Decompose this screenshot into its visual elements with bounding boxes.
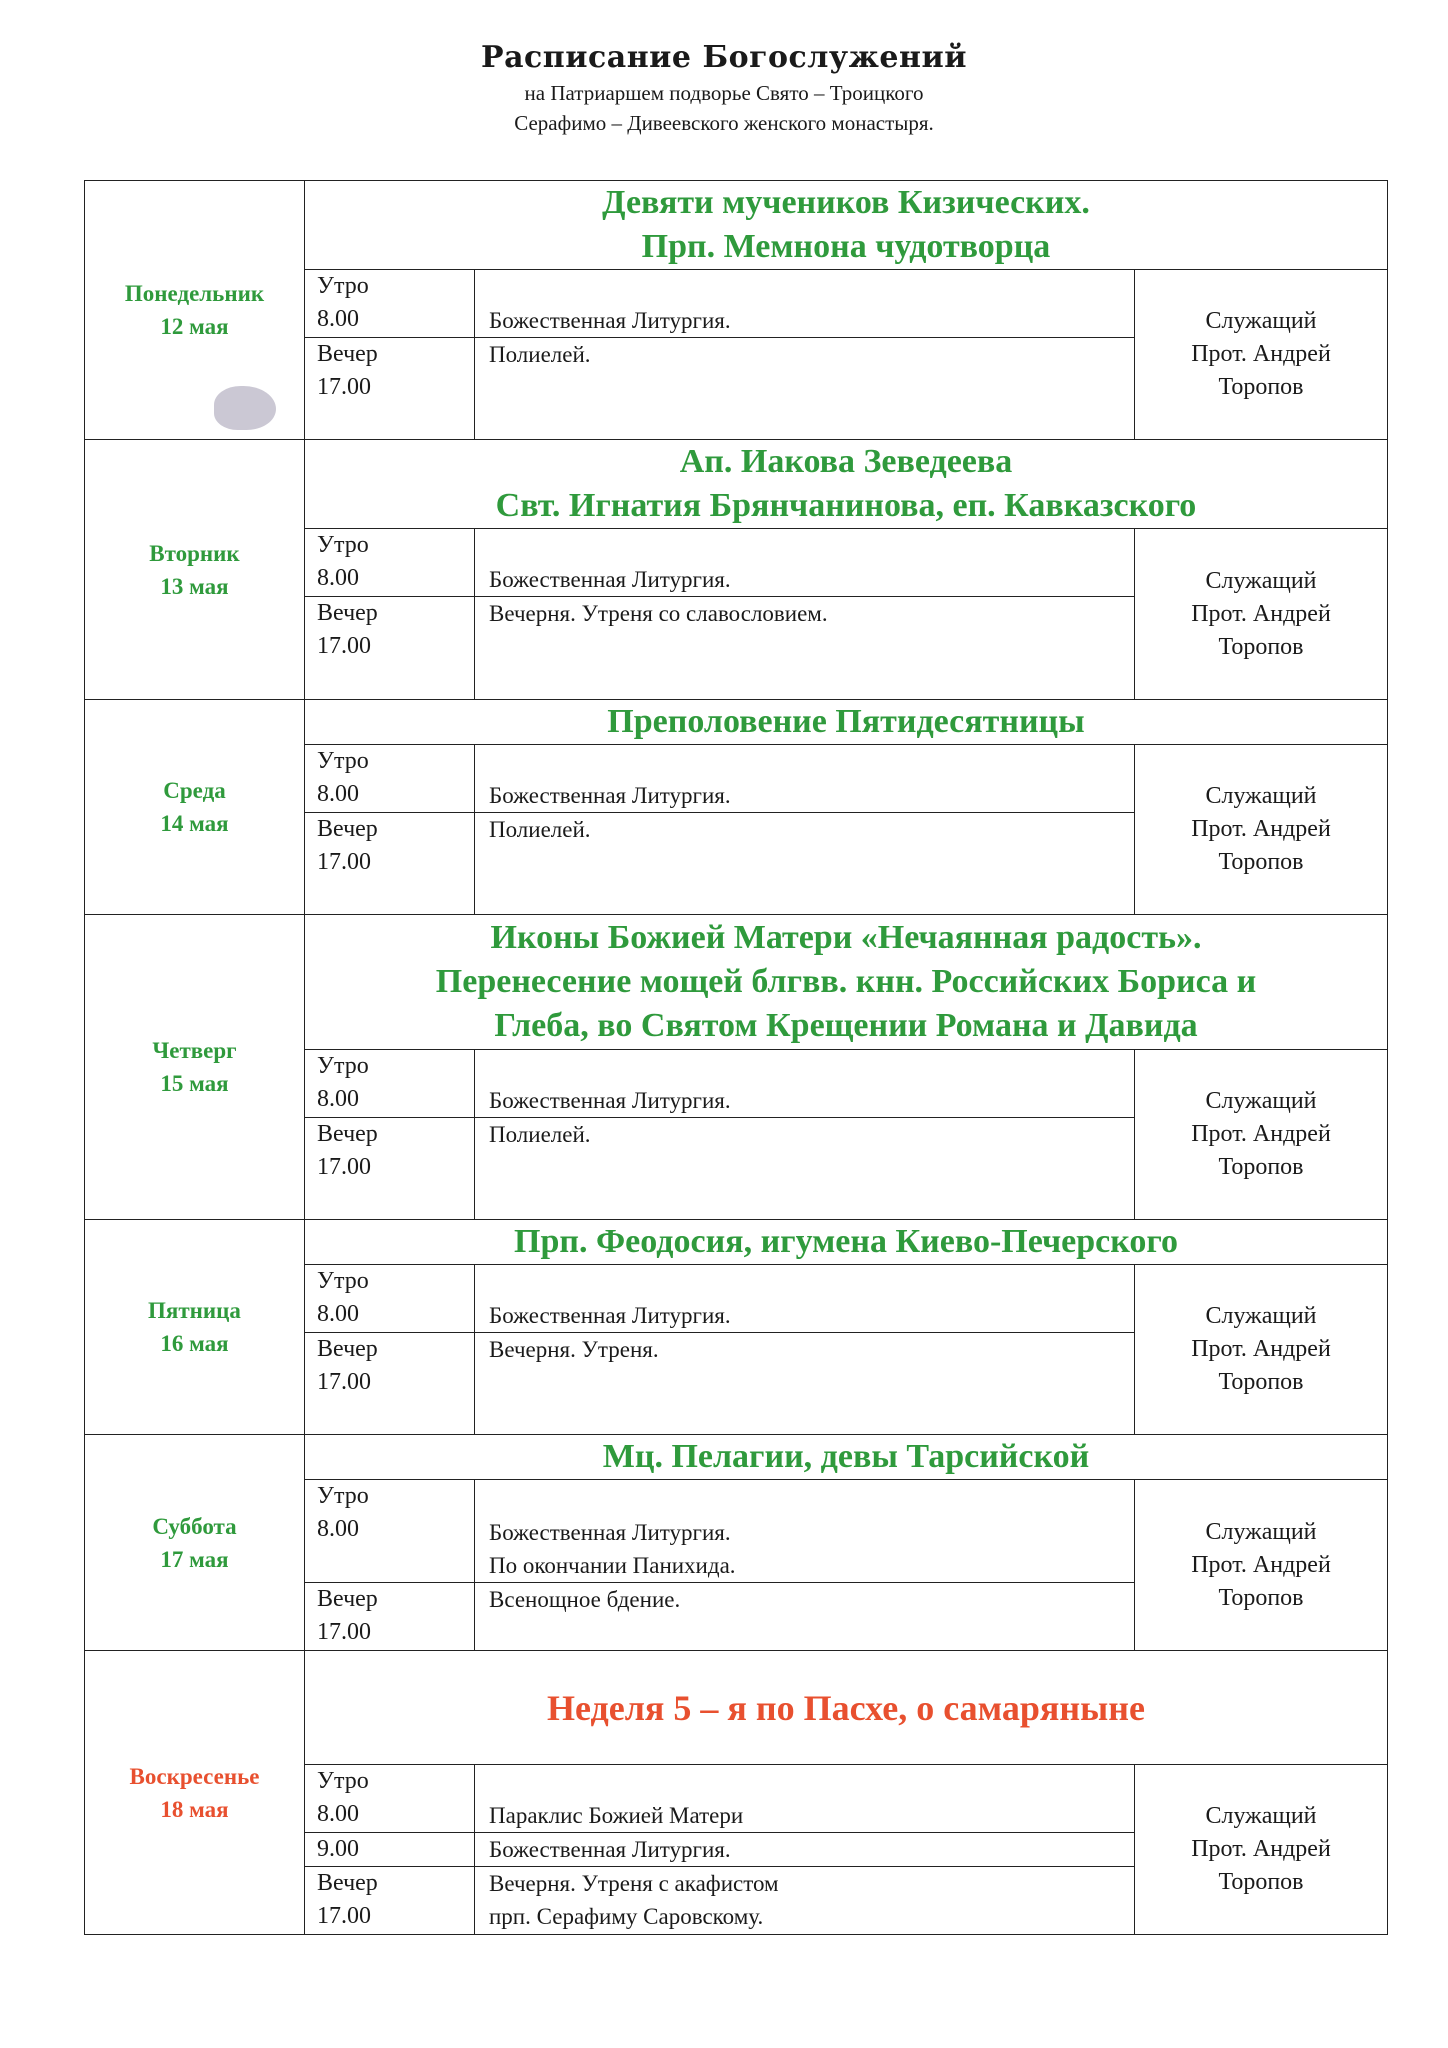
evening-time-cell bbox=[305, 1118, 475, 1220]
clergy-line: Торопов bbox=[1218, 1584, 1304, 1611]
table-row bbox=[85, 1220, 1388, 1265]
evening-service-cell bbox=[475, 1118, 1135, 1220]
service-text: Полиелей. bbox=[489, 1122, 591, 1147]
page-title: Расписание Богослужений bbox=[481, 40, 967, 75]
time-label: Утро bbox=[317, 1053, 369, 1079]
service-text: Божественная Литургия. bbox=[489, 1303, 731, 1328]
time-value: 17.00 bbox=[317, 1903, 371, 1929]
service-text: Божественная Литургия. bbox=[489, 1088, 731, 1113]
day-cell bbox=[85, 1651, 305, 1935]
day-cell bbox=[85, 1435, 305, 1651]
morning-time-cell bbox=[305, 1765, 475, 1833]
evening-time-cell bbox=[305, 813, 475, 915]
morning-service-cell bbox=[475, 529, 1135, 597]
day-date: 18 мая bbox=[160, 1796, 229, 1822]
service-text: Вечерня. Утреня. bbox=[489, 1337, 659, 1362]
day-date: 14 мая bbox=[160, 811, 229, 836]
feast-line: Перенесение мощей блгвв. кнн. Российских Бориса и bbox=[435, 963, 1257, 1000]
evening-service-cell bbox=[475, 1583, 1135, 1651]
service-text: Вечерня. Утреня с акафистом bbox=[489, 1871, 779, 1896]
evening-service-cell bbox=[475, 813, 1135, 915]
time-label: Вечер bbox=[317, 1870, 378, 1896]
second-time-cell bbox=[305, 1833, 475, 1867]
time-label: Утро bbox=[317, 748, 369, 774]
evening-time-cell bbox=[305, 1583, 475, 1651]
morning-service-cell bbox=[475, 1265, 1135, 1333]
clergy-line: Прот. Андрей bbox=[1191, 341, 1331, 367]
evening-service-cell bbox=[475, 1867, 1135, 1935]
feast-cell bbox=[305, 181, 1388, 270]
evening-time-cell bbox=[305, 338, 475, 440]
table-row bbox=[85, 440, 1388, 529]
day-name: Четверг bbox=[152, 1038, 237, 1063]
time-value: 8.00 bbox=[317, 306, 359, 332]
table-row bbox=[85, 1651, 1388, 1765]
clergy-line: Торопов bbox=[1218, 849, 1304, 875]
evening-time-cell bbox=[305, 1333, 475, 1435]
service-text: По окончании Панихида. bbox=[489, 1553, 736, 1578]
clergy-line: Торопов bbox=[1218, 1369, 1304, 1395]
clergy-line: Служащий bbox=[1205, 783, 1317, 809]
day-name: Вторник bbox=[149, 540, 240, 566]
time-label: Утро bbox=[317, 532, 369, 558]
day-date: 16 мая bbox=[160, 1331, 229, 1356]
service-text: Божественная Литургия. bbox=[489, 567, 731, 592]
morning-time-cell bbox=[305, 745, 475, 813]
time-label: Вечер bbox=[317, 1121, 378, 1147]
morning-service-cell bbox=[475, 1765, 1135, 1833]
day-cell bbox=[85, 440, 305, 700]
morning-service-cell bbox=[475, 745, 1135, 813]
time-value: 17.00 bbox=[317, 633, 371, 659]
time-value: 17.00 bbox=[317, 1369, 371, 1395]
clergy-line: Прот. Андрей bbox=[1191, 1551, 1331, 1578]
evening-time-cell bbox=[305, 1867, 475, 1935]
service-text: Параклис Божией Матери bbox=[489, 1803, 744, 1828]
time-value: 8.00 bbox=[317, 1086, 359, 1112]
evening-service-cell bbox=[475, 1333, 1135, 1435]
feast-line: Неделя 5 – я по Пасхе, о самаряныне bbox=[547, 1687, 1145, 1728]
service-text: прп. Серафиму Саровскому. bbox=[489, 1904, 764, 1929]
clergy-line: Прот. Андрей bbox=[1191, 816, 1331, 842]
morning-time-cell bbox=[305, 1480, 475, 1583]
feast-cell bbox=[305, 1651, 1388, 1765]
morning-time-cell bbox=[305, 1050, 475, 1118]
evening-service-cell bbox=[475, 338, 1135, 440]
feast-line: Мц. Пелагии, девы Тарсийской bbox=[602, 1438, 1090, 1475]
feast-cell bbox=[305, 1435, 1388, 1480]
morning-service-cell bbox=[475, 1480, 1135, 1583]
time-label: Утро bbox=[317, 1483, 369, 1509]
clergy-cell bbox=[1135, 1480, 1388, 1651]
feast-line: Свт. Игнатия Брянчанинова, еп. Кавказского bbox=[495, 487, 1197, 524]
time-value: 8.00 bbox=[317, 1301, 359, 1327]
day-cell bbox=[85, 1220, 305, 1435]
time-value: 8.00 bbox=[317, 1516, 359, 1542]
time-label: Утро bbox=[317, 1268, 369, 1294]
day-name: Суббота bbox=[152, 1513, 237, 1539]
time-value: 17.00 bbox=[317, 1619, 371, 1645]
clergy-line: Торопов bbox=[1218, 374, 1304, 400]
service-text: Божественная Литургия. bbox=[489, 1837, 731, 1862]
time-value: 9.00 bbox=[317, 1836, 359, 1862]
time-value: 8.00 bbox=[317, 781, 359, 807]
time-label: Вечер bbox=[317, 1586, 378, 1612]
morning-service-cell bbox=[475, 270, 1135, 338]
day-cell bbox=[85, 700, 305, 915]
feast-line: Глеба, во Святом Крещении Романа и Давида bbox=[494, 1007, 1198, 1044]
day-date: 17 мая bbox=[160, 1546, 229, 1572]
clergy-line: Прот. Андрей bbox=[1191, 1121, 1331, 1147]
time-value: 17.00 bbox=[317, 1154, 371, 1180]
clergy-line: Прот. Андрей bbox=[1191, 1836, 1331, 1862]
clergy-line: Торопов bbox=[1218, 1154, 1304, 1180]
time-value: 8.00 bbox=[317, 1801, 359, 1827]
clergy-cell bbox=[1135, 1265, 1388, 1435]
day-name: Понедельник bbox=[124, 281, 265, 306]
day-name: Среда bbox=[163, 778, 226, 803]
day-date: 12 мая bbox=[160, 314, 229, 339]
clergy-line: Торопов bbox=[1218, 633, 1304, 660]
feast-cell bbox=[305, 915, 1388, 1050]
day-date: 15 мая bbox=[160, 1071, 229, 1096]
clergy-cell bbox=[1135, 270, 1388, 440]
clergy-line: Служащий bbox=[1205, 1303, 1317, 1329]
clergy-line: Служащий bbox=[1205, 567, 1317, 594]
morning-service-cell bbox=[475, 1050, 1135, 1118]
service-text: Божественная Литургия. bbox=[489, 783, 731, 808]
day-name: Воскресенье bbox=[129, 1763, 260, 1789]
day-name: Пятница bbox=[148, 1298, 241, 1323]
time-label: Вечер bbox=[317, 341, 378, 367]
day-cell bbox=[85, 915, 305, 1220]
clergy-line: Служащий bbox=[1205, 1518, 1317, 1545]
time-value: 8.00 bbox=[317, 565, 359, 591]
clergy-line: Служащий bbox=[1205, 1803, 1317, 1829]
schedule-table bbox=[84, 180, 1388, 1935]
feast-line: Ап. Иакова Зеведеева bbox=[679, 443, 1013, 480]
service-text: Божественная Литургия. bbox=[489, 1520, 731, 1545]
table-row bbox=[85, 181, 1388, 270]
time-label: Утро bbox=[317, 1768, 369, 1794]
service-text: Божественная Литургия. bbox=[489, 308, 731, 333]
feast-cell bbox=[305, 440, 1388, 529]
second-service-cell bbox=[475, 1833, 1135, 1867]
feast-line: Преполовение Пятидесятницы bbox=[607, 703, 1085, 740]
clergy-cell bbox=[1135, 1050, 1388, 1220]
feast-line: Прп. Феодосия, игумена Киево-Печерского bbox=[514, 1223, 1178, 1260]
service-text: Полиелей. bbox=[489, 817, 591, 842]
clergy-line: Прот. Андрей bbox=[1191, 1336, 1331, 1362]
day-date: 13 мая bbox=[160, 573, 229, 599]
feast-line: Прп. Мемнона чудотворца bbox=[641, 228, 1051, 265]
time-label: Вечер bbox=[317, 1336, 378, 1362]
time-value: 17.00 bbox=[317, 374, 371, 400]
morning-time-cell bbox=[305, 529, 475, 597]
page-subtitle-line-1: на Патриаршем подворье Свято – Троицкого bbox=[524, 81, 924, 105]
clergy-line: Прот. Андрей bbox=[1191, 600, 1331, 627]
clergy-cell bbox=[1135, 529, 1388, 700]
time-label: Утро bbox=[317, 273, 369, 299]
morning-time-cell bbox=[305, 1265, 475, 1333]
feast-line: Девяти мучеников Кизических. bbox=[602, 184, 1090, 221]
clergy-line: Торопов bbox=[1218, 1869, 1304, 1895]
page-header bbox=[0, 38, 1448, 138]
time-label: Вечер bbox=[317, 816, 378, 842]
table-row bbox=[85, 1435, 1388, 1480]
clergy-cell bbox=[1135, 1765, 1388, 1935]
clergy-line: Служащий bbox=[1205, 308, 1317, 334]
feast-cell bbox=[305, 700, 1388, 745]
service-text: Вечерня. Утреня со славословием. bbox=[489, 601, 828, 626]
scan-smudge bbox=[214, 386, 276, 430]
service-text: Полиелей. bbox=[489, 342, 591, 367]
page-subtitle-line-2: Серафимо – Дивеевского женского монастыря. bbox=[514, 111, 934, 135]
clergy-line: Служащий bbox=[1205, 1088, 1317, 1114]
time-value: 17.00 bbox=[317, 849, 371, 875]
feast-cell bbox=[305, 1220, 1388, 1265]
table-row bbox=[85, 915, 1388, 1050]
clergy-cell bbox=[1135, 745, 1388, 915]
evening-service-cell bbox=[475, 597, 1135, 700]
evening-time-cell bbox=[305, 597, 475, 700]
service-text: Всенощное бдение. bbox=[489, 1587, 681, 1612]
morning-time-cell bbox=[305, 270, 475, 338]
table-row bbox=[85, 700, 1388, 745]
time-label: Вечер bbox=[317, 600, 378, 626]
feast-line: Иконы Божией Матери «Нечаянная радость». bbox=[490, 919, 1202, 956]
